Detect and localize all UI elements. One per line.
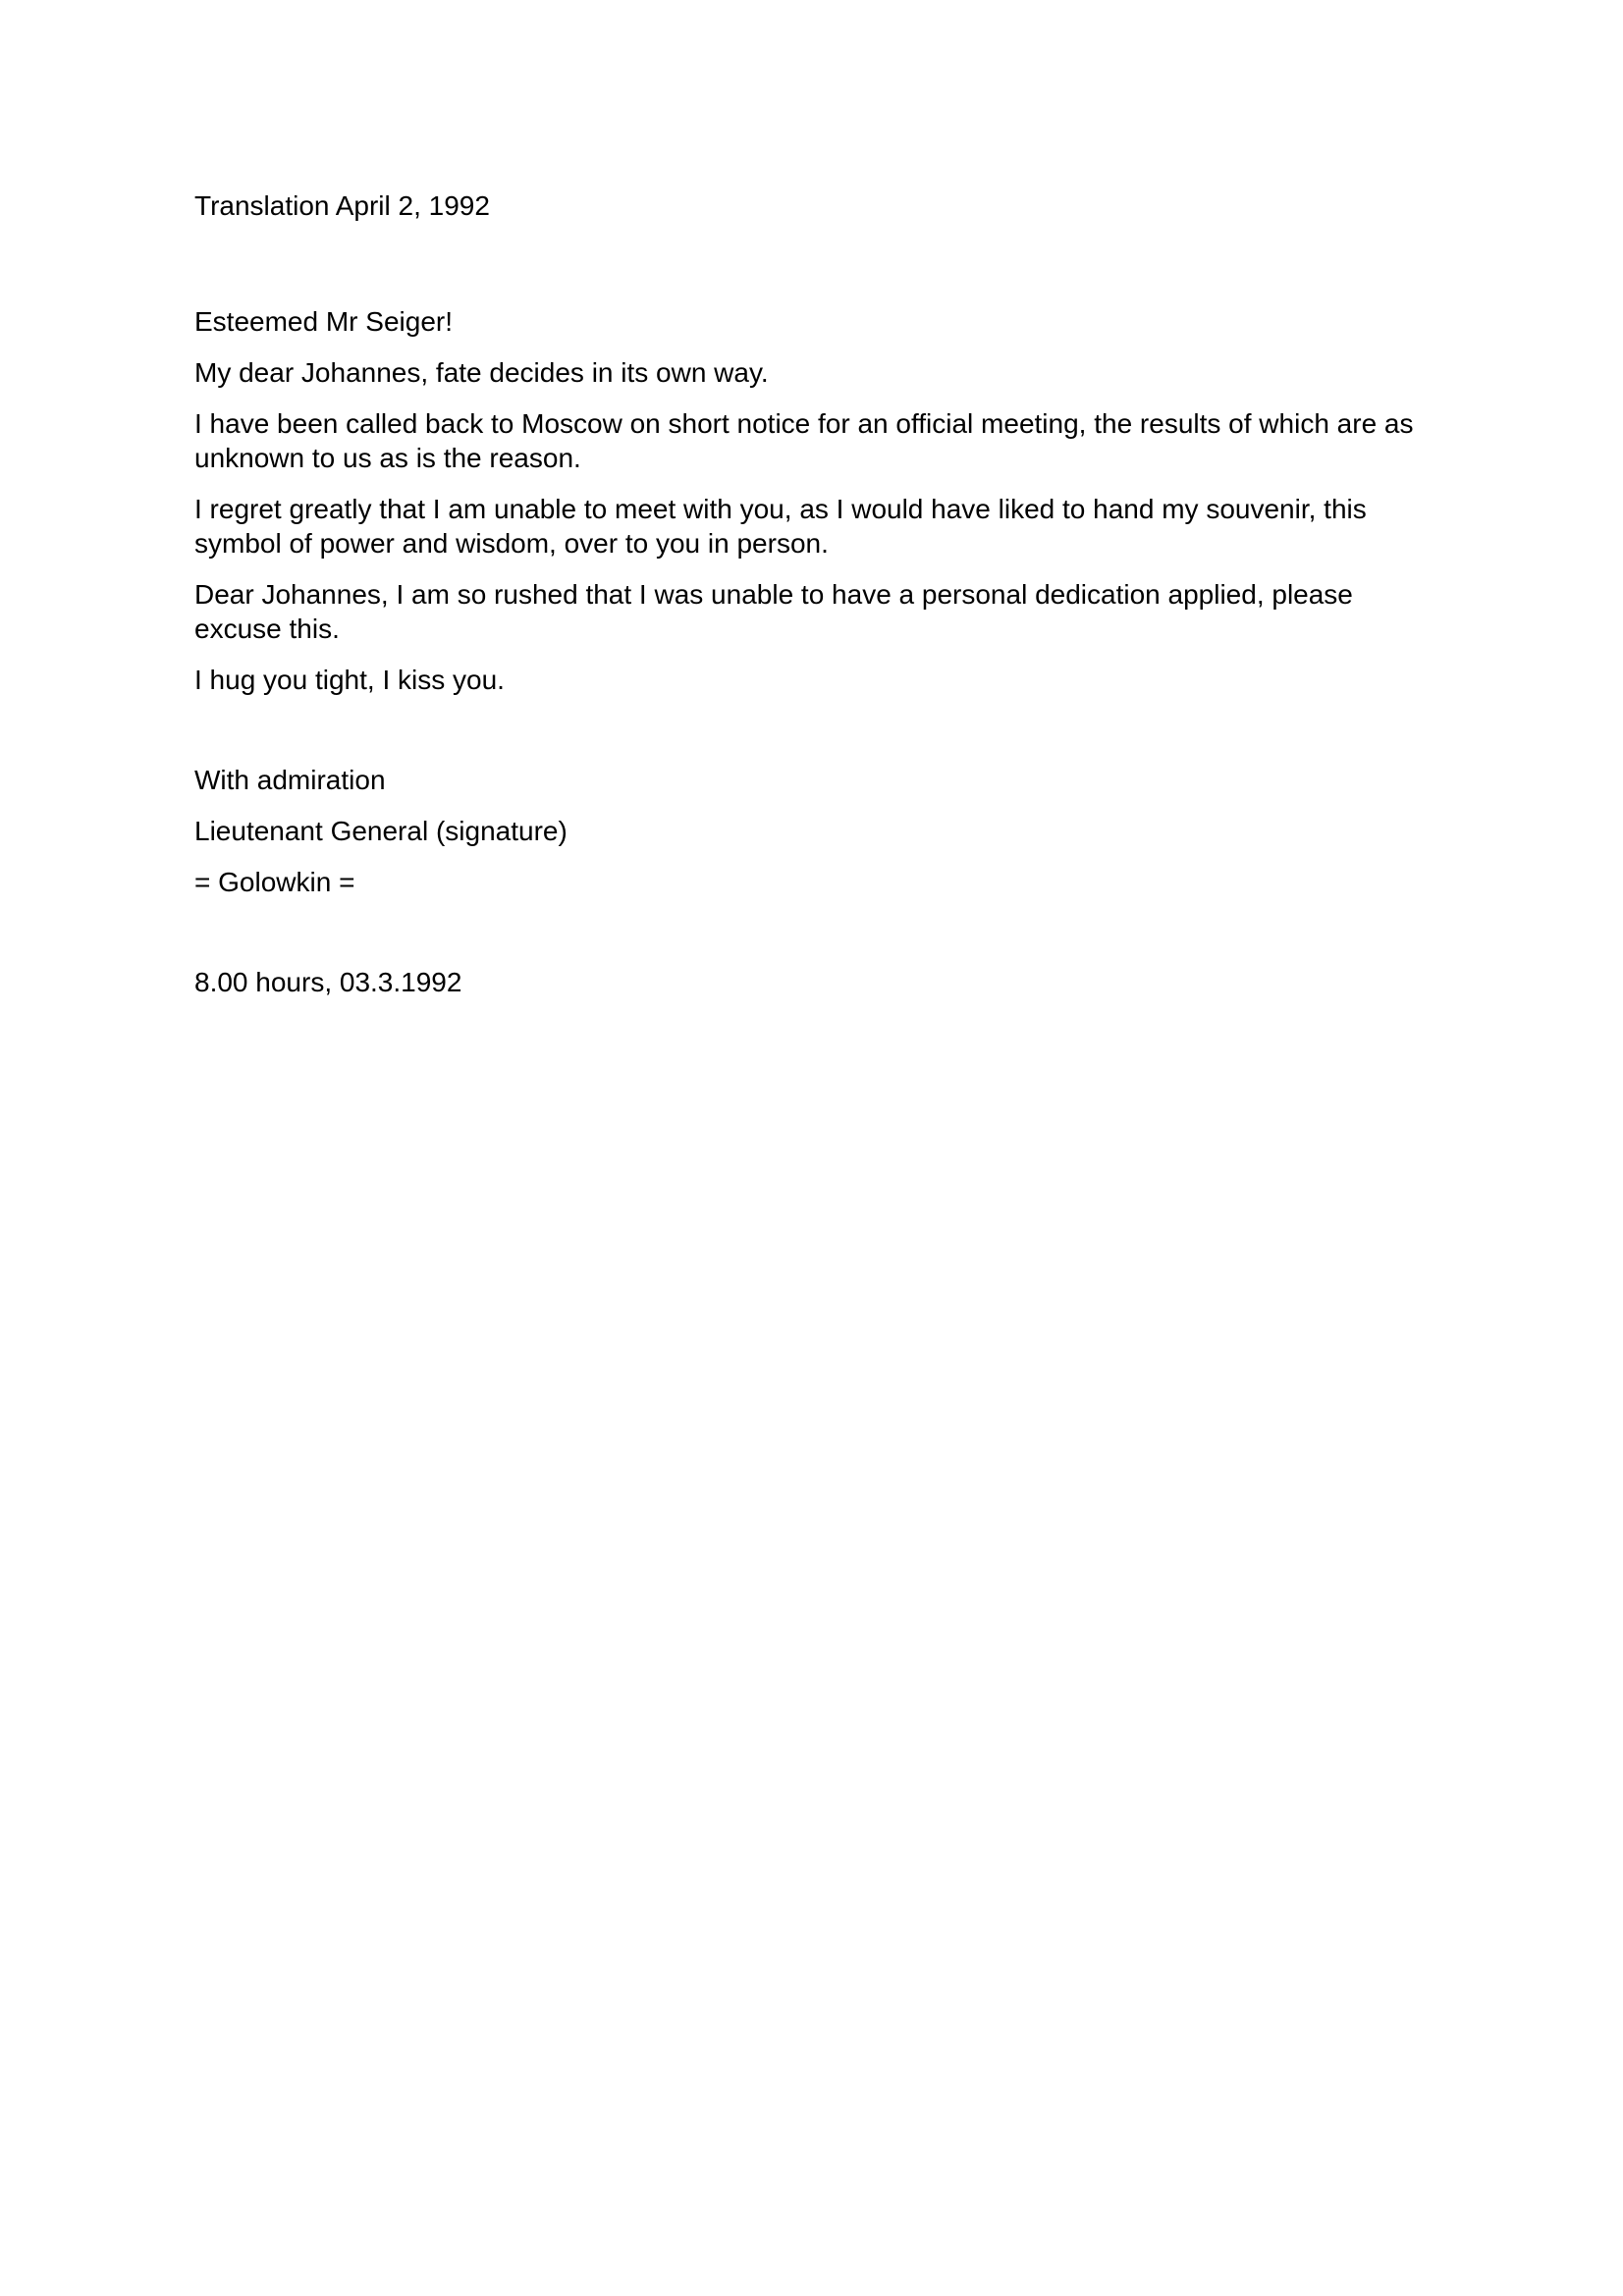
closing-salutation: With admiration (194, 765, 386, 795)
letter-paragraph: I have been called back to Moscow on short notice for an official meeting, the results of which are as unknown to us as is the reason. (194, 408, 1414, 473)
letter-paragraph: My dear Johannes, fate decides in its own way. (194, 357, 769, 388)
letter-paragraph: I regret greatly that I am unable to meet with you, as I would have liked to hand my souvenir, this symbol of power and wisdom, over to you in person. (194, 494, 1367, 559)
signer-title: Lieutenant General (signature) (194, 816, 568, 846)
letter-content (194, 188, 1439, 1016)
signer-name: = Golowkin = (194, 867, 355, 897)
letter-paragraph: I hug you tight, I kiss you. (194, 665, 505, 695)
letter-salutation-line: Esteemed Mr Seiger! (194, 306, 453, 337)
letter-title-line: Translation April 2, 1992 (194, 190, 490, 221)
letter-timestamp: 8.00 hours, 03.3.1992 (194, 967, 462, 997)
letter-paragraph: Dear Johannes, I am so rushed that I was unable to have a personal dedication applied, please excuse this. (194, 579, 1353, 644)
